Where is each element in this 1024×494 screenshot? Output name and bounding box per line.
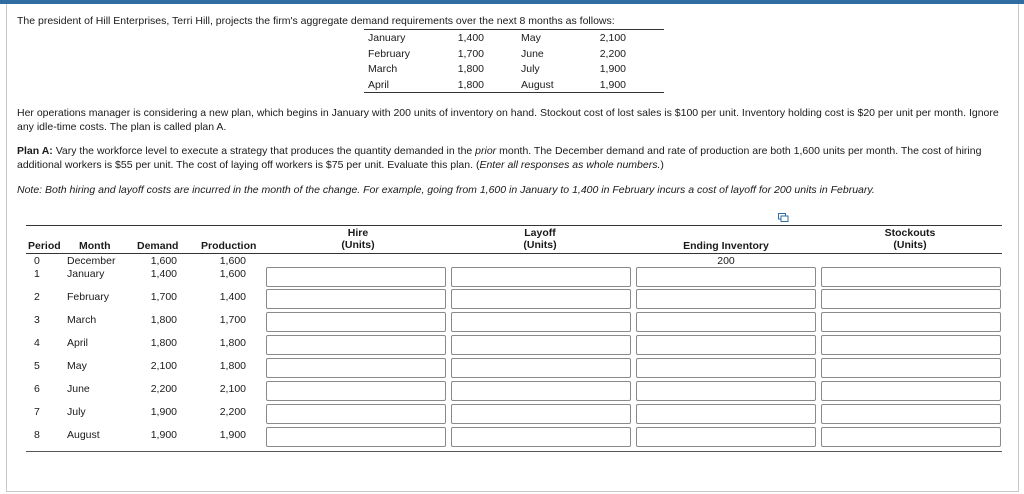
month-cell: February <box>67 291 110 303</box>
demand-value: 2,200 <box>599 47 626 60</box>
header-production: Production <box>201 240 257 252</box>
month-cell: May <box>67 360 87 372</box>
demand-month: June <box>521 47 544 60</box>
demand-cell: 1,900 <box>150 429 177 441</box>
layoff-input[interactable] <box>451 335 631 355</box>
hire-input[interactable] <box>266 289 446 309</box>
header-hire-label: Hire <box>347 227 369 239</box>
header-demand: Demand <box>137 240 179 252</box>
demand-cell: 1,900 <box>150 406 177 418</box>
header-period: Period <box>28 240 61 252</box>
production-cell: 1,800 <box>219 360 246 372</box>
demand-month: February <box>368 47 411 60</box>
period-cell: 5 <box>34 360 40 372</box>
layoff-input[interactable] <box>451 427 631 447</box>
demand-month: April <box>368 79 390 92</box>
ending-inventory-input[interactable] <box>636 335 816 355</box>
demand-value: 1,700 <box>457 47 484 60</box>
month-cell: December <box>67 255 116 267</box>
header-stockouts <box>880 227 940 251</box>
plan-a-instruction: Enter all responses as whole numbers. <box>479 158 661 171</box>
production-cell: 1,600 <box>219 255 246 267</box>
period-cell: 1 <box>34 268 40 280</box>
demand-row <box>364 46 664 62</box>
layoff-input[interactable] <box>451 312 631 332</box>
stockouts-input[interactable] <box>821 335 1001 355</box>
month-cell: June <box>67 383 90 395</box>
hire-input[interactable] <box>266 404 446 424</box>
production-cell: 1,600 <box>219 268 246 280</box>
period-cell: 3 <box>34 314 40 326</box>
ending-inventory-input[interactable] <box>636 381 816 401</box>
hire-input[interactable] <box>266 267 446 287</box>
ending-inventory-initial: 200 <box>717 255 735 267</box>
period-cell: 7 <box>34 406 40 418</box>
header-month: Month <box>79 240 111 252</box>
demand-value: 1,900 <box>599 79 626 92</box>
copy-to-clipboard-icon[interactable] <box>778 213 789 222</box>
demand-row <box>364 30 664 46</box>
demand-cell: 1,400 <box>150 268 177 280</box>
plan-a-text: Vary the workforce level to execute a strategy that produces the quantity demanded in the <box>52 145 476 157</box>
month-cell: August <box>67 429 100 441</box>
hire-input[interactable] <box>266 358 446 378</box>
demand-value: 1,900 <box>599 63 626 76</box>
ending-inventory-input[interactable] <box>636 267 816 287</box>
period-cell: 4 <box>34 337 40 349</box>
layoff-input[interactable] <box>451 358 631 378</box>
demand-month: March <box>368 63 398 76</box>
inventory-paragraph: Her operations manager is considering a new plan, which begins in January with 200 units of inventory on hand. Stockout cost of lost sales is $100 per unit. Inventory holding cost is $20 per unit per month. Ignore any idle-time costs. The plan is called plan A. <box>17 107 999 133</box>
ending-inventory-input[interactable] <box>636 427 816 447</box>
table-bottom-rule <box>26 451 1002 452</box>
header-stockouts-units: (Units) <box>893 239 927 251</box>
header-hire-units: (Units) <box>341 239 375 251</box>
header-layoff-label: Layoff <box>524 227 556 239</box>
ending-inventory-input[interactable] <box>636 404 816 424</box>
table-top-rule <box>26 225 1002 226</box>
layoff-input[interactable] <box>451 404 631 424</box>
demand-forecast-table <box>364 29 664 93</box>
ending-inventory-input[interactable] <box>636 312 816 332</box>
production-cell: 1,800 <box>219 337 246 349</box>
production-cell: 1,900 <box>219 429 246 441</box>
hire-input[interactable] <box>266 312 446 332</box>
demand-row <box>364 77 664 93</box>
period-cell: 8 <box>34 429 40 441</box>
ending-inventory-input[interactable] <box>636 289 816 309</box>
demand-value: 1,800 <box>457 63 484 76</box>
demand-month: January <box>368 32 406 44</box>
stockouts-input[interactable] <box>821 267 1001 287</box>
production-cell: 2,200 <box>219 406 246 418</box>
plan-a-text: ) <box>660 158 664 171</box>
header-stockouts-label: Stockouts <box>884 227 936 239</box>
layoff-input[interactable] <box>451 381 631 401</box>
month-cell: July <box>67 406 86 418</box>
hire-input[interactable] <box>266 381 446 401</box>
period-cell: 0 <box>34 255 40 267</box>
production-cell: 2,100 <box>219 383 246 395</box>
demand-value: 2,100 <box>599 32 626 44</box>
month-cell: January <box>67 268 105 280</box>
hire-input[interactable] <box>266 335 446 355</box>
demand-cell: 1,700 <box>150 291 177 303</box>
month-cell: April <box>67 337 89 349</box>
stockouts-input[interactable] <box>821 427 1001 447</box>
demand-row <box>364 61 664 77</box>
demand-cell: 1,600 <box>150 255 177 267</box>
header-layoff <box>520 227 560 251</box>
plan-a-text: month. The December demand and rate of production are both 1,600 units per month. The cost of hiring additional workers is $55 per unit. The cost of laying off workers is $75 per unit. Evaluate this plan. ( <box>17 145 982 171</box>
layoff-input[interactable] <box>451 267 631 287</box>
plan-a-prior: prior <box>475 145 497 157</box>
plan-a-label: Plan A: <box>17 145 53 157</box>
ending-inventory-input[interactable] <box>636 358 816 378</box>
period-cell: 2 <box>34 291 40 303</box>
demand-cell: 2,200 <box>150 383 177 395</box>
production-cell: 1,700 <box>219 314 246 326</box>
header-hire <box>338 227 378 251</box>
demand-value: 1,400 <box>457 32 484 44</box>
month-cell: March <box>67 314 97 326</box>
hire-input[interactable] <box>266 427 446 447</box>
header-ending-inventory: Ending Inventory <box>683 240 769 252</box>
demand-value: 1,800 <box>457 79 484 92</box>
stockouts-input[interactable] <box>821 312 1001 332</box>
period-cell: 6 <box>34 383 40 395</box>
demand-month: August <box>521 79 554 92</box>
demand-cell: 1,800 <box>150 337 177 349</box>
layoff-input[interactable] <box>451 289 631 309</box>
plan-a-paragraph <box>17 145 1012 172</box>
intro-text: The president of Hill Enterprises, Terri Hill, projects the firm's aggregate demand requirements over the next 8 months as follows: <box>17 15 615 27</box>
demand-cell: 1,800 <box>150 314 177 326</box>
production-cell: 1,400 <box>219 291 246 303</box>
demand-month: May <box>521 32 541 44</box>
demand-cell: 2,100 <box>150 360 177 372</box>
stockouts-input[interactable] <box>821 404 1001 424</box>
note-paragraph: Note: Both hiring and layoff costs are incurred in the month of the change. For example, going from 1,600 in January to 1,400 in February incurs a cost of layoff for 200 units in February. <box>17 184 875 196</box>
demand-month: July <box>521 63 540 76</box>
stockouts-input[interactable] <box>821 289 1001 309</box>
header-bottom-rule <box>26 253 1002 254</box>
header-layoff-units: (Units) <box>523 239 557 251</box>
stockouts-input[interactable] <box>821 381 1001 401</box>
stockouts-input[interactable] <box>821 358 1001 378</box>
